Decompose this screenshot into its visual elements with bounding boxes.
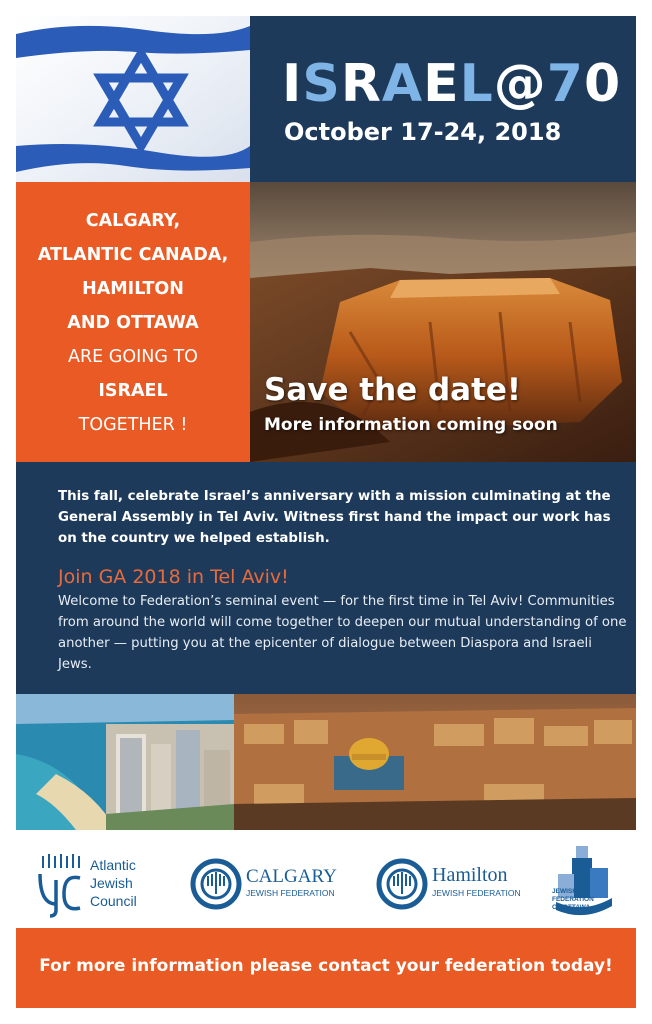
title-letter: I — [282, 54, 303, 114]
cities-panel — [16, 182, 250, 462]
event-dates: October 17-24, 2018 — [284, 118, 562, 146]
panel-destination: ISRAEL — [98, 381, 168, 401]
title-letter: L — [459, 54, 494, 114]
ajc-line: Atlantic — [90, 857, 136, 873]
calgary-subtitle: JEWISH FEDERATION — [246, 888, 335, 898]
city-line: ATLANTIC CANADA, — [37, 245, 229, 265]
ajc-emblem-icon — [34, 854, 86, 918]
menorah-globe-icon — [190, 858, 242, 910]
hamilton-name: Hamilton — [432, 864, 508, 886]
join-ga-heading: Join GA 2018 in Tel Aviv! — [58, 566, 289, 588]
save-the-date-heading: Save the date! — [264, 372, 522, 408]
ajc-line: Council — [90, 893, 137, 909]
title-letter: S — [302, 54, 341, 114]
ottawa-line: FEDERATION — [552, 896, 594, 903]
title-letter: 0 — [583, 54, 622, 114]
calgary-name: CALGARY — [246, 866, 337, 887]
panel-text: ARE GOING TO — [68, 347, 198, 367]
welcome-paragraph: Welcome to Federation’s seminal event — for the first time in Tel Aviv! Communities from around the world will come together to deepen our mutual understanding of one another — putting you at the epicenter of dialogue between Diaspora and Israeli Jews. — [58, 594, 627, 672]
hamilton-federation-logo — [376, 848, 526, 920]
title-letter: 7 — [546, 54, 584, 114]
tel-aviv-photo — [16, 694, 234, 830]
city-line: AND OTTAWA — [67, 313, 199, 333]
ajc-line: Jewish — [90, 875, 133, 891]
footer-contact-text: For more information please contact your federation today! — [39, 956, 613, 976]
intro-paragraph: This fall, celebrate Israel’s anniversary with a mission culminating at the General Assembly in Tel Aviv. Witness first hand the impact our work has on the country we helped establish. — [58, 489, 611, 546]
ottawa-federation-logo — [548, 848, 620, 920]
event-title — [282, 56, 621, 112]
title-letter: R — [340, 54, 382, 114]
hamilton-subtitle: JEWISH FEDERATION — [432, 888, 521, 898]
more-info-subheading: More information coming soon — [264, 415, 558, 435]
title-letter: E — [423, 54, 460, 114]
title-panel — [250, 16, 636, 182]
info-section — [16, 462, 636, 694]
menorah-globe-icon — [376, 858, 428, 910]
israel-flag-image — [16, 16, 250, 182]
city-line: HAMILTON — [82, 279, 184, 299]
title-letter: @ — [493, 54, 547, 114]
atlantic-jewish-council-logo — [34, 848, 154, 920]
city-line: CALGARY, — [85, 211, 181, 231]
calgary-federation-logo — [190, 848, 340, 920]
jerusalem-photo — [234, 694, 636, 830]
ottawa-line: JEWISH — [552, 888, 577, 895]
ottawa-line: OF OTTAWA — [552, 904, 591, 911]
footer-banner — [16, 928, 636, 1008]
masada-photo — [250, 182, 636, 462]
title-letter: A — [381, 54, 424, 114]
panel-text: TOGETHER ! — [78, 415, 188, 435]
